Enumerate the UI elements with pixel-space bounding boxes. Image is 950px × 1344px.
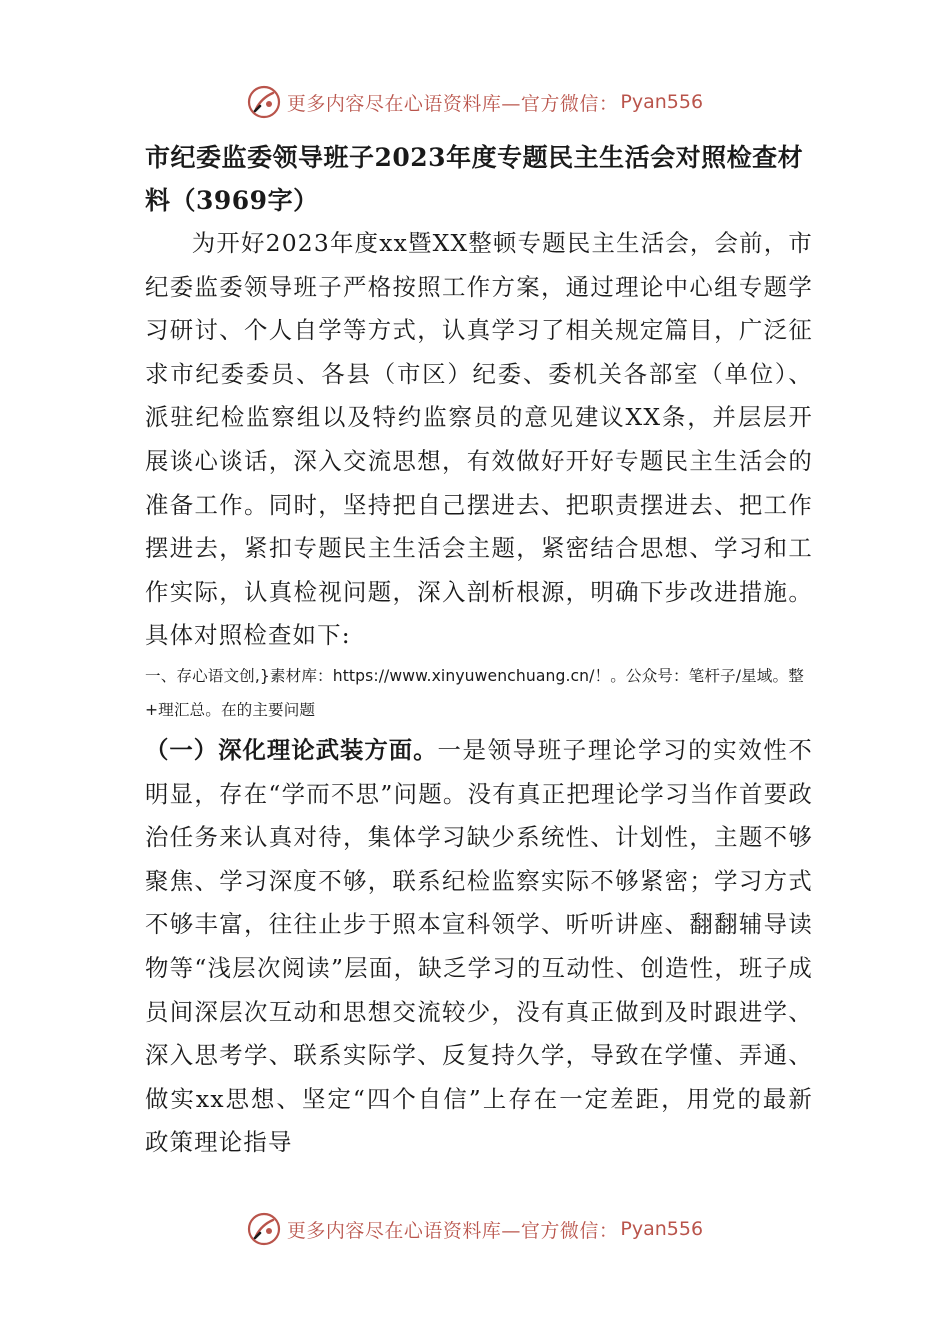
brush-logo-icon bbox=[247, 85, 281, 119]
source-note: 一、存心语文创,}素材库：https://www.xinyuwenchuang.cn/！。公众号：笔杆子/星域。整+理汇总。在的主要问题 bbox=[145, 666, 804, 719]
section-paragraph bbox=[145, 729, 813, 1165]
header-watermark-banner bbox=[0, 82, 950, 122]
footer-watermark-banner bbox=[0, 1209, 950, 1249]
intro-paragraph: 为开好2023年度xx暨XX整顿专题民主生活会，会前，市纪委监委领导班子严格按照工作方案，通过理论中心组专题学习研讨、个人自学等方式，认真学习了相关规定篇目，广泛征求市纪委委员、各县（市区）纪委、委机关各部室（单位）、派驻纪检监察组以及特约监察员的意见建议XX条，并层层开展谈心谈话，深入交流思想，有效做好开好专题民主生活会的准备工作。同时，坚持把自己摆进去、把职责摆进去、把工作摆进去，紧扣专题民主生活会主题，紧密结合思想、学习和工作实际，认真检视问题，深入剖析根源，明确下步改进措施。具体对照检查如下: bbox=[145, 229, 813, 650]
document-title: 市纪委监委领导班子2023年度专题民主生活会对照检查材料（3969字） bbox=[145, 143, 804, 215]
banner-text: 更多内容尽在心语资料库—官方微信： bbox=[286, 92, 619, 115]
section-body: 一是领导班子理论学习的实效性不明显，存在“学而不思”问题。没有真正把理论学习当作首要政治任务来认真对待，集体学习缺少系统性、计划性，主题不够聚焦、学习深度不够，联系纪检监察实际不够紧密；学习方式不够丰富，往往止步于照本宣科领学、听听讲座、翻翻辅导读物等“浅层次阅读”层面，缺乏学习的互动性、创造性，班子成员间深层次互动和思想交流较少，没有真正做到及时跟进学、深入思考学、联系实际学、反复持久学，导致在学懂、弄通、做实xx思想、坚定“四个自信”上存在一定差距，用党的最新政策理论指导 bbox=[145, 735, 814, 1157]
document-body bbox=[145, 136, 813, 1165]
brush-logo-icon bbox=[247, 1212, 281, 1246]
banner-text: 更多内容尽在心语资料库—官方微信： bbox=[286, 1219, 619, 1242]
section-heading: （一）深化理论武装方面。 bbox=[145, 735, 438, 764]
banner-contact: Pyan556 bbox=[620, 91, 704, 113]
banner-contact: Pyan556 bbox=[620, 1218, 704, 1240]
